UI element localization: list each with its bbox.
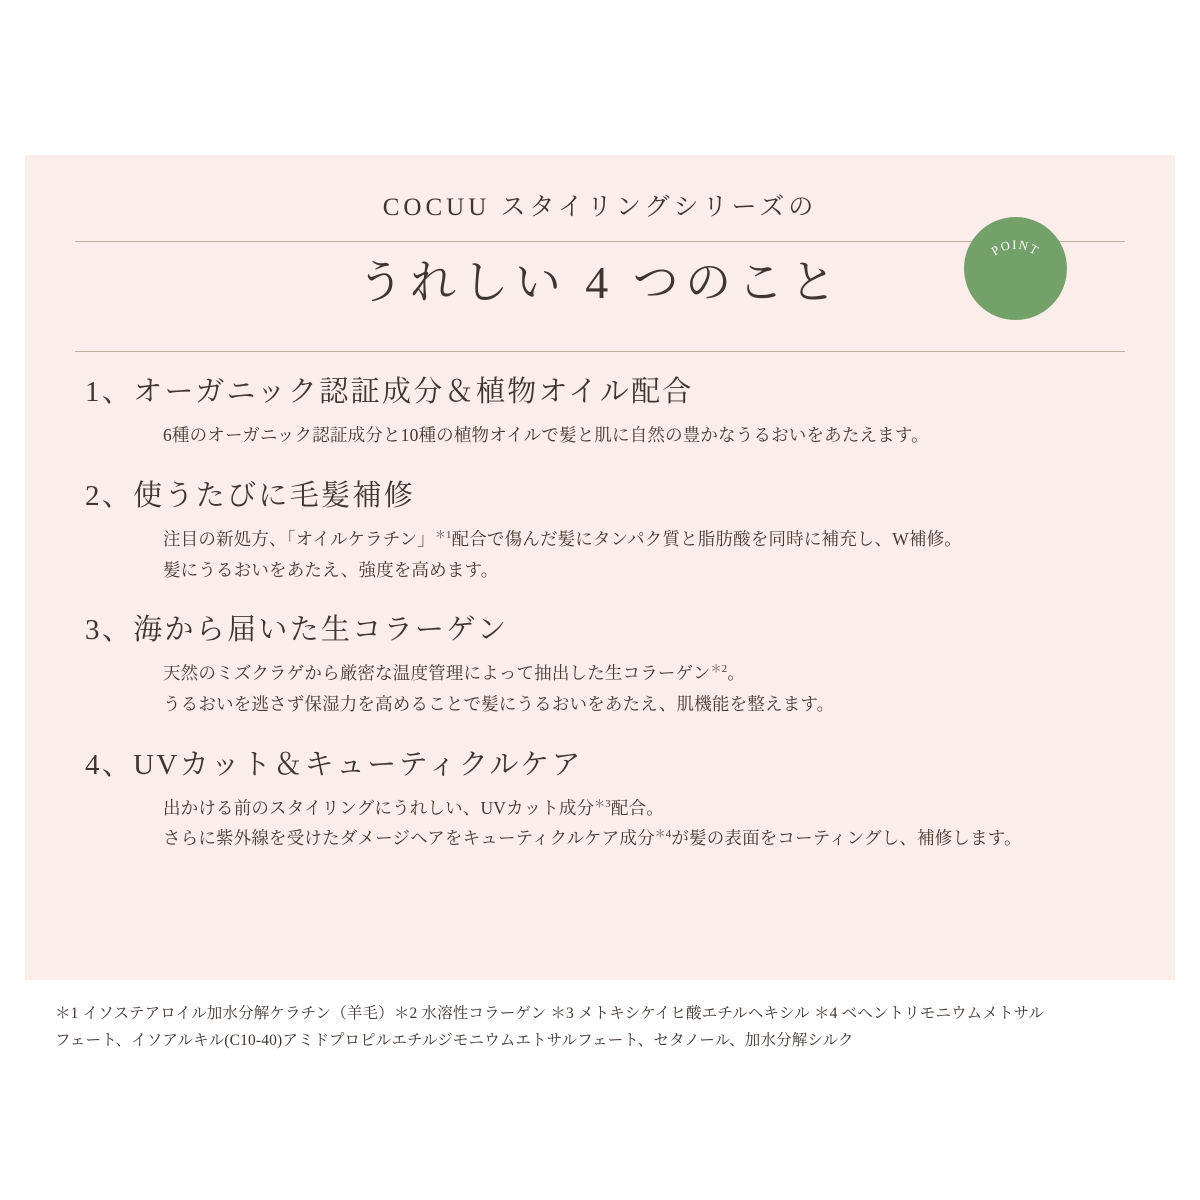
point-badge-circle xyxy=(964,217,1067,320)
item-body-line: 6種のオーガニック認証成分と10種の植物オイルで髪と肌に自然の豊かなうるおいをあたえます。 xyxy=(163,425,929,446)
footnote-line: ＊1 イソステアロイル加水分解ケラチン（羊毛）＊2 水溶性コラーゲン ＊3 メトキシケイヒ酸エチルヘキシル ＊4 ベヘントリモニウムメトサル xyxy=(55,1005,1045,1022)
item-body xyxy=(85,420,1115,451)
item-title: 海から届いた生コラーゲン xyxy=(133,614,509,647)
item-body-line: 注目の新処方、「オイルケラチン」$^{*1}$配合で傷んだ髪にタンパク質と脂肪酸を同時に補充し、W補修。 xyxy=(163,528,962,549)
item-heading xyxy=(85,477,1115,516)
content-panel xyxy=(25,155,1175,980)
point-badge xyxy=(964,217,1067,320)
item-heading xyxy=(85,746,1115,785)
item-number: 2、 xyxy=(85,479,134,512)
panel-header xyxy=(25,155,1175,310)
list-item xyxy=(25,477,1175,585)
list-item xyxy=(25,746,1175,854)
item-body-line: 出かける前のスタイリングにうれしい、UVカット成分$^{*3}$配合。 xyxy=(163,797,664,818)
point-badge-label: POINT xyxy=(988,237,1043,259)
item-body-line: 髪にうるおいをあたえ、強度を高めます。 xyxy=(163,559,499,580)
item-number: 3、 xyxy=(85,614,134,647)
item-body xyxy=(85,524,1115,585)
item-title: UVカット＆キューティクルケア xyxy=(133,748,583,781)
item-body xyxy=(85,658,1115,719)
divider-bottom xyxy=(75,351,1125,352)
item-heading xyxy=(85,373,1115,412)
item-body-line: さらに紫外線を受けたダメージヘアをキューティクルケア成分$^{*4}$が髪の表面をコーティングし、補修します。 xyxy=(163,828,1022,849)
list-item xyxy=(25,611,1175,719)
item-title: 使うたびに毛髪補修 xyxy=(133,479,416,512)
header-subtitle: COCUU スタイリングシリーズの xyxy=(382,194,818,221)
item-body-line: うるおいを逃さず保湿力を高めることで髪にうるおいをあたえ、肌機能を整えます。 xyxy=(163,693,835,714)
footnote-line: フェート、イソアルキル(C10-40)アミドプロピルエチルジモニウムエトサルフェート、セタノール、加水分解シルク xyxy=(55,1032,854,1050)
list-item xyxy=(25,373,1175,451)
benefits-list xyxy=(25,373,1175,880)
item-body xyxy=(85,793,1115,854)
item-body-line: 天然のミズクラゲから厳密な温度管理によって抽出した生コラーゲン$^{*2}$。 xyxy=(163,663,745,684)
item-number: 4、 xyxy=(85,748,134,781)
item-number: 1、 xyxy=(85,376,134,408)
page-title: うれしい 4 つのこと xyxy=(357,257,843,308)
item-heading xyxy=(85,611,1115,650)
item-title: オーガニック認証成分＆植物オイル配合 xyxy=(133,376,694,408)
footnotes xyxy=(55,1000,1150,1054)
